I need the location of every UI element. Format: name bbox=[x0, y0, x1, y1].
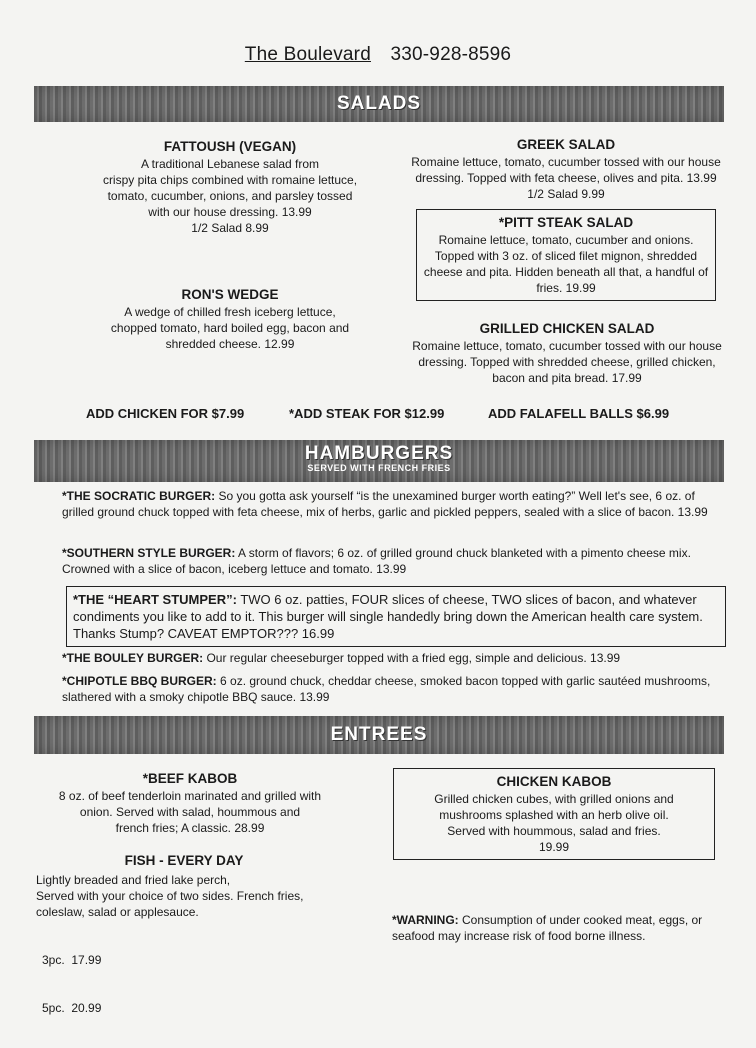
fattoush-line: crispy pita chips combined with romaine lettuce, bbox=[102, 173, 358, 187]
greek-salad-line: Romaine lettuce, tomato, cucumber tossed with our house bbox=[411, 155, 721, 169]
grilled-chicken-salad-line: dressing. Topped with shredded cheese, grilled chicken, bbox=[418, 355, 716, 369]
pitt-steak-salad-box bbox=[416, 209, 716, 301]
burger-desc: A storm of flavors; 6 oz. of grilled ground chuck blanketed with a pimento cheese mix. Crowned with a slice of bacon, iceberg lettuce and tomato. 13.99 bbox=[62, 546, 691, 576]
rons-wedge-line: shredded cheese. 12.99 bbox=[165, 337, 295, 351]
greek-salad-item bbox=[396, 136, 736, 202]
pitt-steak-salad-line: fries. 19.99 bbox=[536, 281, 596, 295]
salads-banner bbox=[34, 86, 724, 122]
burger-name: *THE SOCRATIC BURGER: bbox=[62, 489, 216, 503]
warning-text: Consumption of under cooked meat, eggs, or seafood may increase risk of food borne illness. bbox=[392, 913, 703, 943]
addon-steak: *ADD STEAK FOR $12.99 bbox=[289, 406, 445, 421]
grilled-chicken-salad-item bbox=[392, 320, 742, 386]
beef-kabob-line: 8 oz. of beef tenderloin marinated and grilled with bbox=[58, 789, 322, 803]
grilled-chicken-salad-title: GRILLED CHICKEN SALAD bbox=[479, 321, 655, 336]
fish-line: coleslaw, salad or applesauce. bbox=[36, 905, 199, 919]
chicken-kabob-line: Grilled chicken cubes, with grilled onions and bbox=[434, 792, 674, 806]
hamburgers-subheading: SERVED WITH FRENCH FRIES bbox=[307, 463, 451, 473]
rons-wedge-line: A wedge of chilled fresh iceberg lettuce, bbox=[124, 305, 336, 319]
pitt-steak-salad-line: Romaine lettuce, tomato, cucumber and onions. bbox=[438, 233, 694, 247]
greek-salad-title: GREEK SALAD bbox=[516, 137, 616, 152]
greek-salad-line: 1/2 Salad 9.99 bbox=[527, 187, 605, 201]
fish-line: Lightly breaded and fried lake perch, bbox=[36, 873, 231, 887]
hamburgers-heading: HAMBURGERS bbox=[304, 443, 454, 464]
burger-name: *CHIPOTLE BBQ BURGER: bbox=[62, 674, 217, 688]
warning-label: *WARNING: bbox=[392, 913, 459, 927]
chicken-kabob-line: Served with hoummous, salad and fries. bbox=[447, 824, 661, 838]
chicken-kabob-box bbox=[393, 768, 715, 860]
fattoush-item bbox=[60, 138, 400, 236]
fish-price: 3pc. 17.99 bbox=[42, 953, 102, 967]
pitt-steak-salad-title: *PITT STEAK SALAD bbox=[498, 215, 634, 230]
fish-title: FISH - EVERY DAY bbox=[124, 853, 244, 868]
hamburgers-banner bbox=[34, 440, 724, 482]
entrees-heading: ENTREES bbox=[330, 724, 428, 745]
addon-chicken: ADD CHICKEN FOR $7.99 bbox=[86, 406, 245, 421]
grilled-chicken-salad-line: bacon and pita bread. 17.99 bbox=[492, 371, 642, 385]
greek-salad-line: dressing. Topped with feta cheese, olives and pita. 13.99 bbox=[415, 171, 717, 185]
fish-price: 5pc. 20.99 bbox=[42, 1001, 102, 1015]
chicken-kabob-line: mushrooms splashed with an herb olive oil. bbox=[439, 808, 669, 822]
beef-kabob-line: onion. Served with salad, hoummous and bbox=[79, 805, 301, 819]
pitt-steak-salad-line: Topped with 3 oz. of sliced filet mignon, shredded bbox=[434, 249, 698, 263]
fattoush-line: tomato, cucumber, onions, and parsley tossed bbox=[107, 189, 353, 203]
burger-bouley bbox=[62, 650, 724, 666]
fattoush-title: FATTOUSH (VEGAN) bbox=[163, 139, 297, 154]
fish-prices bbox=[42, 920, 202, 1048]
burger-name: *SOUTHERN STYLE BURGER: bbox=[62, 546, 236, 560]
pitt-steak-salad-line: cheese and pita. Hidden beneath all that, a handful of bbox=[423, 265, 709, 279]
burger-southern-style bbox=[62, 545, 724, 577]
burger-chipotle-bbq bbox=[62, 673, 724, 705]
fish-description bbox=[36, 872, 356, 920]
fattoush-line: A traditional Lebanese salad from bbox=[140, 157, 320, 171]
burger-name: *THE BOULEY BURGER: bbox=[62, 651, 204, 665]
entrees-banner bbox=[34, 716, 724, 754]
restaurant-name: The Boulevard bbox=[244, 44, 371, 65]
burger-desc: Our regular cheeseburger topped with a fried egg, simple and delicious. 13.99 bbox=[206, 651, 621, 665]
fattoush-line: 1/2 Salad 8.99 bbox=[191, 221, 269, 235]
chicken-kabob-line: 19.99 bbox=[538, 840, 570, 854]
burger-desc: TWO 6 oz. patties, FOUR slices of cheese, TWO slices of bacon, and whatever condiments you like to add to it. This burger will single handedly bring down the American health care system. Thanks Stump? CAVEAT EMPTOR??? 16.99 bbox=[73, 592, 703, 641]
beef-kabob-line: french fries; A classic. 28.99 bbox=[115, 821, 265, 835]
chicken-kabob-title: CHICKEN KABOB bbox=[496, 774, 612, 789]
beef-kabob-item bbox=[30, 770, 350, 836]
warning-note bbox=[392, 912, 722, 944]
addon-falafel: ADD FALAFELL BALLS $6.99 bbox=[488, 406, 670, 421]
restaurant-header bbox=[0, 44, 756, 66]
burger-heart-stumper-box bbox=[66, 586, 726, 647]
rons-wedge-line: chopped tomato, hard boiled egg, bacon and bbox=[110, 321, 350, 335]
burger-name: *THE “HEART STUMPER”: bbox=[73, 592, 237, 607]
beef-kabob-title: *BEEF KABOB bbox=[142, 771, 238, 786]
burger-desc: So you gotta ask yourself “is the unexamined burger worth eating?” Well let's see, 6 oz. of grilled ground chuck topped with feta cheese, mix of herbs, garlic and pickled peppers, sealed with a slice of bacon. 13.99 bbox=[62, 489, 708, 519]
rons-wedge-item bbox=[60, 286, 400, 352]
burger-desc: 6 oz. ground chuck, cheddar cheese, smoked bacon topped with garlic sautéed mushrooms, slathered with a smoky chipotle BBQ sauce. 13.99 bbox=[62, 674, 711, 704]
salads-heading: SALADS bbox=[336, 93, 422, 114]
fish-title-wrap bbox=[84, 852, 284, 870]
grilled-chicken-salad-line: Romaine lettuce, tomato, cucumber tossed with our house bbox=[412, 339, 722, 353]
fish-line: Served with your choice of two sides. French fries, bbox=[36, 889, 304, 903]
rons-wedge-title: RON'S WEDGE bbox=[181, 287, 279, 302]
restaurant-phone: 330-928-8596 bbox=[390, 44, 512, 65]
burger-socratic bbox=[62, 488, 724, 520]
fattoush-line: with our house dressing. 13.99 bbox=[148, 205, 312, 219]
